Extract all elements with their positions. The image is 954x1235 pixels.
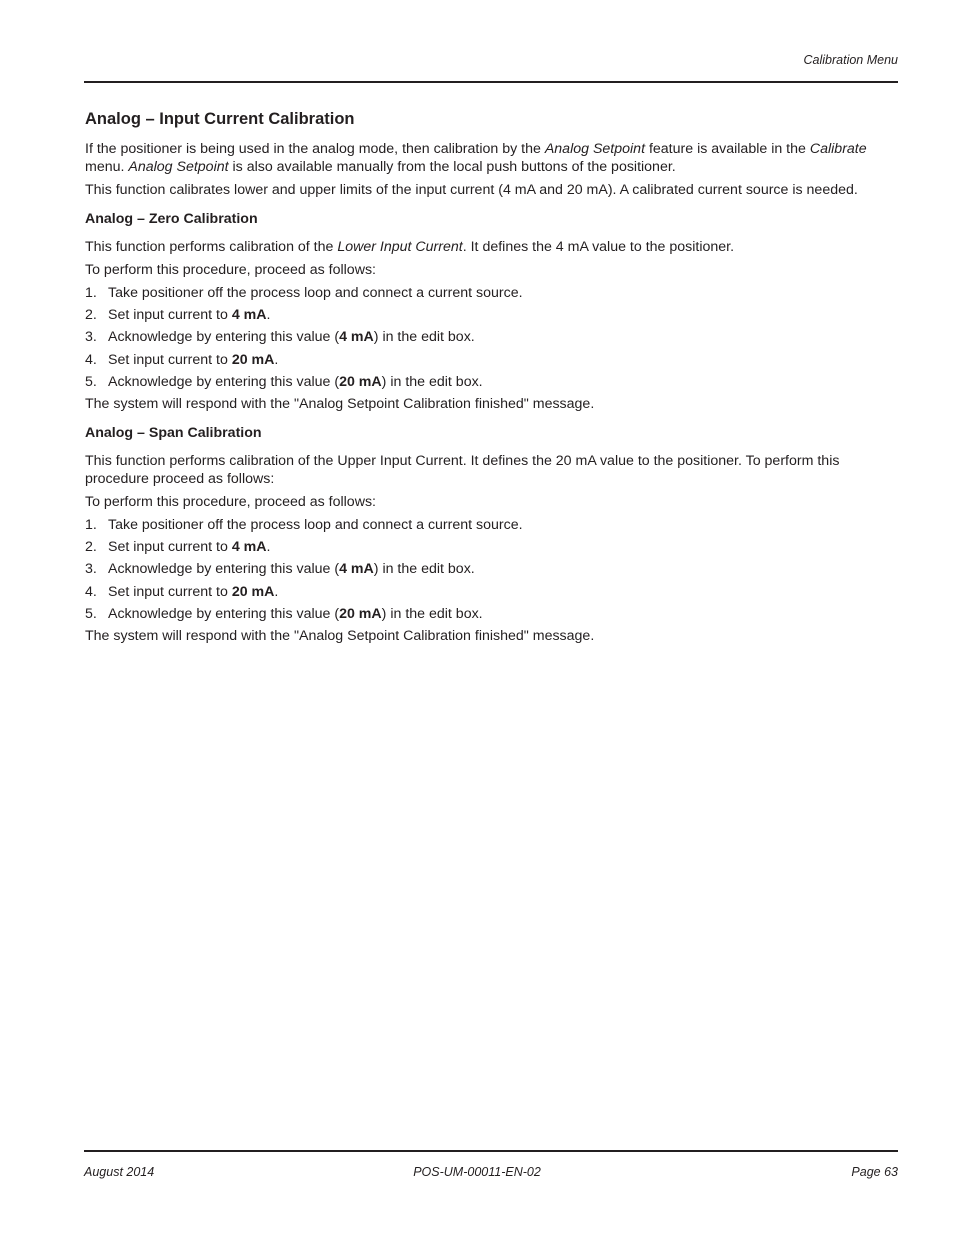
footer-page-number: Page 63 — [851, 1165, 898, 1179]
section-title: Analog – Input Current Calibration — [85, 110, 355, 128]
zero-paragraph-1: This function performs calibration of the Lower Input Current. It defines the 4 mA value to the positioner. — [85, 239, 735, 255]
span-calibration-heading: Analog – Span Calibration — [85, 424, 262, 441]
footer-date: August 2014 — [84, 1165, 155, 1179]
zero-calibration-heading: Analog – Zero Calibration — [85, 211, 258, 227]
list-item: 1. Take positioner off the process loop and connect a current source. — [85, 285, 523, 301]
zero-closing: The system will respond with the "Analog Setpoint Calibration finished" message. — [85, 395, 595, 412]
span-steps-list — [85, 516, 897, 623]
list-item: 5. Acknowledge by entering this value (20 mA) in the edit box. — [85, 373, 483, 390]
running-header: Calibration Menu — [803, 53, 898, 67]
list-item: 5. Acknowledge by entering this value (20 mA) in the edit box. — [85, 605, 483, 622]
list-item: 3. Acknowledge by entering this value (4 mA) in the edit box. — [85, 561, 475, 578]
list-item: 3. Acknowledge by entering this value (4 mA) in the edit box. — [85, 329, 475, 346]
list-item: 1. Take positioner off the process loop and connect a current source. — [85, 516, 523, 533]
intro-paragraph-1: If the positioner is being used in the analog mode, then calibration by the Analog Setpoint feature is available in the Calibrate menu. Analog Setpoint is also available manually from the local push buttons of the positioner. — [85, 141, 867, 175]
zero-paragraph-2: To perform this procedure, proceed as follows: — [85, 262, 376, 278]
list-item: 2. Set input current to 4 mA. — [85, 539, 271, 556]
span-paragraph-2: To perform this procedure, proceed as follows: — [85, 493, 376, 510]
intro-paragraph-2: This function calibrates lower and upper limits of the input current (4 mA and 20 mA). A calibrated current source is needed. — [85, 182, 858, 198]
span-paragraph-1: This function performs calibration of the Upper Input Current. It defines the 20 mA value to the positioner. To perform this procedure proceed as follows: — [85, 452, 840, 487]
span-closing: The system will respond with the "Analog Setpoint Calibration finished" message. — [85, 627, 595, 644]
list-item: 4. Set input current to 20 mA. — [85, 351, 279, 368]
zero-steps-list — [85, 284, 897, 391]
header-rule — [84, 81, 898, 83]
footer-rule — [84, 1150, 898, 1152]
page-content — [85, 108, 897, 650]
footer-doc-id: POS-UM-00011-EN-02 — [413, 1165, 541, 1179]
list-item: 2. Set input current to 4 mA. — [85, 307, 271, 324]
list-item: 4. Set input current to 20 mA. — [85, 583, 279, 600]
